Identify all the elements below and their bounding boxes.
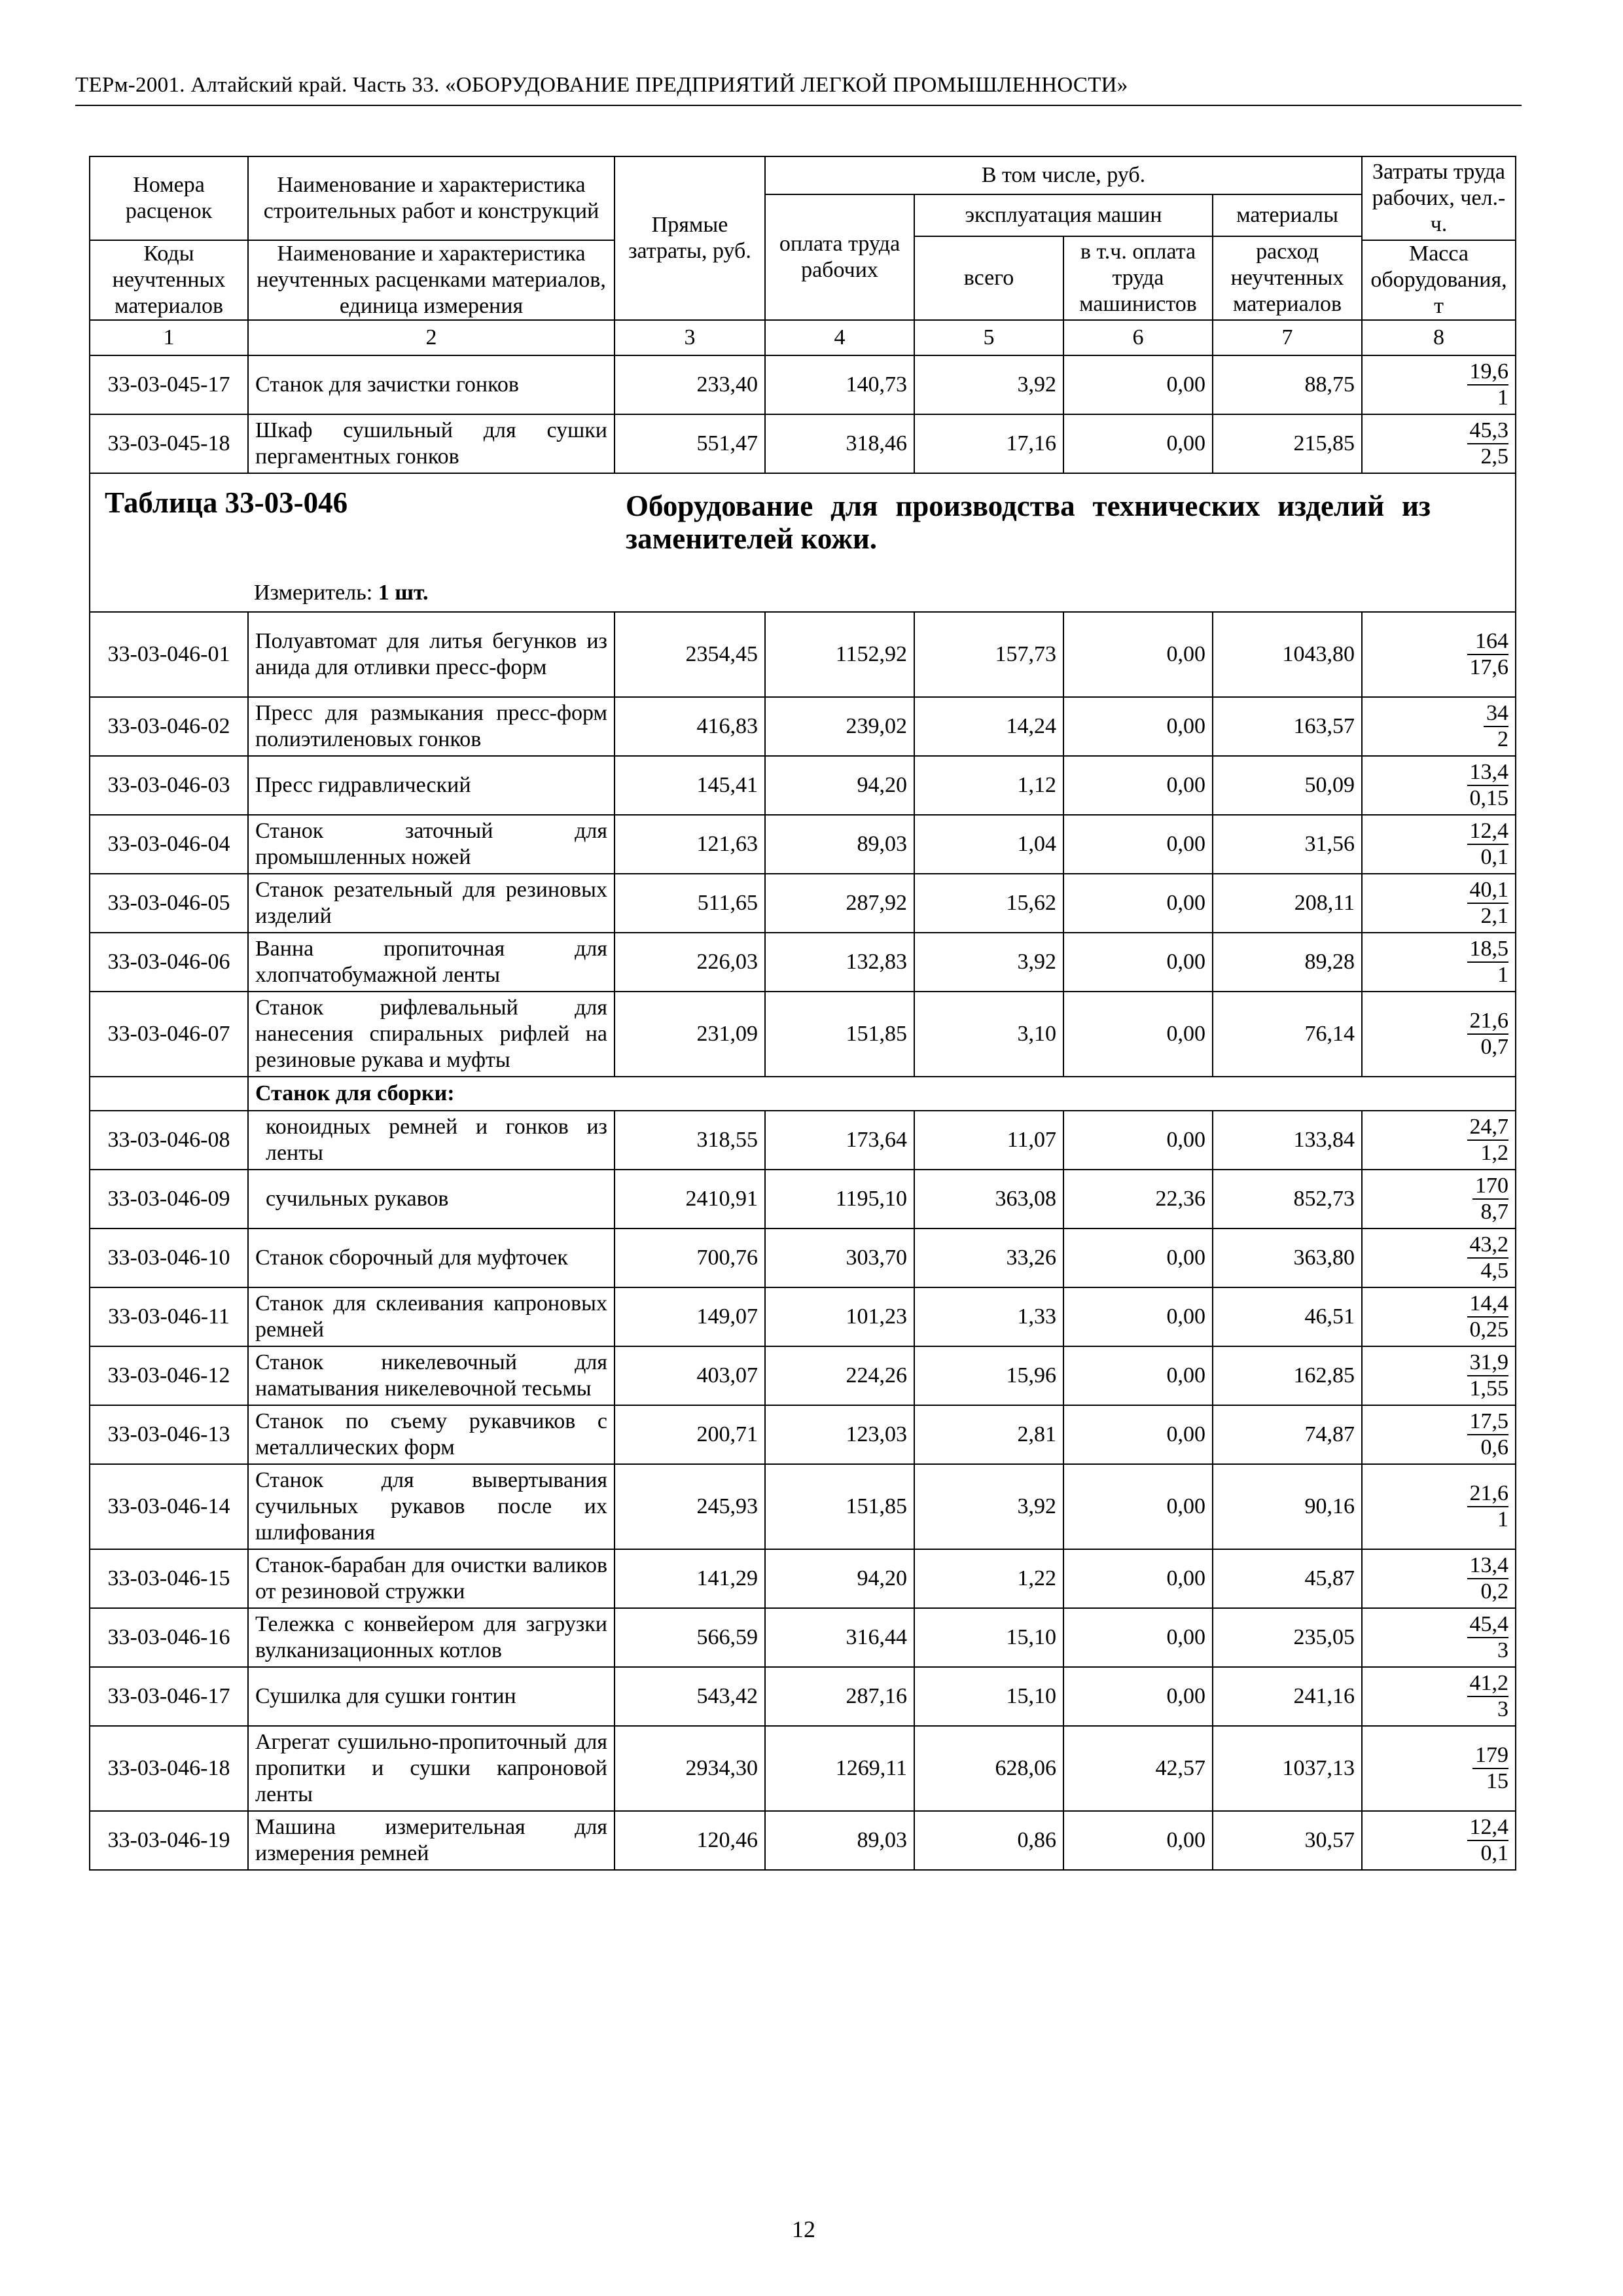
machine-costs: 11,07 — [914, 1111, 1063, 1170]
labor-costs: 173,64 — [765, 1111, 914, 1170]
work-name: Тележка с конвейером для загрузки вулканизационных котлов — [248, 1608, 615, 1667]
material-costs: 46,51 — [1213, 1287, 1362, 1346]
labor-mass-fraction — [1467, 878, 1509, 929]
col-number: 5 — [914, 320, 1063, 355]
work-name: Станок заточный для промышленных ножей — [248, 815, 615, 874]
labor-mass-fraction — [1467, 819, 1509, 870]
rate-code: 33-03-046-12 — [90, 1346, 248, 1405]
machine-costs: 0,86 — [914, 1811, 1063, 1870]
table-label: Таблица 33-03-046 — [105, 486, 348, 519]
machine-costs: 157,73 — [914, 612, 1063, 697]
machine-costs: 1,04 — [914, 815, 1063, 874]
head-col1-top: Номера расценок — [90, 156, 248, 240]
labor-costs: 303,70 — [765, 1229, 914, 1287]
head-labor: оплата труда рабочих — [765, 194, 914, 320]
direct-costs: 121,63 — [615, 815, 765, 874]
direct-costs: 231,09 — [615, 992, 765, 1077]
rate-code: 33-03-046-07 — [90, 992, 248, 1077]
material-costs: 241,16 — [1213, 1667, 1362, 1726]
equipment-mass: 0,25 — [1469, 1317, 1508, 1342]
rate-code: 33-03-046-19 — [90, 1811, 248, 1870]
subheading-code-cell — [90, 1077, 248, 1111]
table-row — [90, 815, 1516, 874]
labor-costs: 89,03 — [765, 1811, 914, 1870]
labor-hours: 13,4 — [1467, 1553, 1509, 1579]
machine-costs: 15,96 — [914, 1346, 1063, 1405]
labor-costs: 132,83 — [765, 933, 914, 992]
rate-code: 33-03-046-17 — [90, 1667, 248, 1726]
work-name: сучильных рукавов — [248, 1170, 615, 1229]
table-row — [90, 933, 1516, 992]
labor-hours: 21,6 — [1467, 1481, 1509, 1507]
equipment-mass: 0,2 — [1480, 1579, 1508, 1604]
machine-costs: 1,12 — [914, 756, 1063, 815]
labor-mass-cell — [1362, 1811, 1516, 1870]
direct-costs: 416,83 — [615, 697, 765, 756]
material-costs: 1043,80 — [1213, 612, 1362, 697]
labor-hours: 41,2 — [1467, 1671, 1509, 1697]
labor-mass-fraction — [1467, 1232, 1509, 1283]
work-name: Ванна пропиточная для хлопчатобумажной ленты — [248, 933, 615, 992]
machine-costs: 1,33 — [914, 1287, 1063, 1346]
labor-mass-cell — [1362, 1726, 1516, 1811]
head-machines: эксплуатация машин — [914, 194, 1213, 236]
table-row — [90, 1346, 1516, 1405]
subheading-row — [90, 1077, 1516, 1111]
direct-costs: 566,59 — [615, 1608, 765, 1667]
labor-mass-cell — [1362, 1608, 1516, 1667]
material-costs: 852,73 — [1213, 1170, 1362, 1229]
labor-costs: 151,85 — [765, 992, 914, 1077]
machinist-costs: 0,00 — [1063, 874, 1213, 933]
labor-costs: 239,02 — [765, 697, 914, 756]
labor-mass-cell — [1362, 414, 1516, 473]
table-row — [90, 414, 1516, 473]
labor-hours: 24,7 — [1467, 1115, 1509, 1141]
equipment-mass: 1 — [1497, 385, 1508, 410]
labor-costs: 287,16 — [765, 1667, 914, 1726]
machinist-costs: 0,00 — [1063, 1287, 1213, 1346]
material-costs: 90,16 — [1213, 1464, 1362, 1549]
machine-costs: 15,10 — [914, 1608, 1063, 1667]
labor-hours: 179 — [1472, 1743, 1508, 1769]
labor-mass-cell — [1362, 874, 1516, 933]
labor-mass-cell — [1362, 1170, 1516, 1229]
machine-costs: 15,10 — [914, 1667, 1063, 1726]
rate-code: 33-03-046-14 — [90, 1464, 248, 1549]
labor-mass-fraction — [1467, 1815, 1509, 1866]
labor-mass-fraction — [1467, 1291, 1509, 1342]
labor-mass-fraction — [1467, 1350, 1509, 1401]
machinist-costs: 42,57 — [1063, 1726, 1213, 1811]
table-caption: Оборудование для производства технических изделий из заменителей кожи. — [626, 490, 1431, 555]
head-col2-bottom: Наименование и характеристика неучтенных расценками материалов, единица измерения — [248, 240, 615, 320]
rate-code: 33-03-046-16 — [90, 1608, 248, 1667]
work-name: Станок никелевочный для наматывания никелевочной тесьмы — [248, 1346, 615, 1405]
head-direct: Прямые затраты, руб. — [615, 156, 765, 320]
col-number: 2 — [248, 320, 615, 355]
material-costs: 1037,13 — [1213, 1726, 1362, 1811]
machinist-costs: 0,00 — [1063, 1667, 1213, 1726]
machinist-costs: 0,00 — [1063, 1464, 1213, 1549]
rate-code: 33-03-046-09 — [90, 1170, 248, 1229]
rate-code: 33-03-046-18 — [90, 1726, 248, 1811]
table-row — [90, 1608, 1516, 1667]
machine-costs: 363,08 — [914, 1170, 1063, 1229]
labor-hours: 31,9 — [1467, 1350, 1509, 1376]
col-number: 7 — [1213, 320, 1362, 355]
work-name: Станок сборочный для муфточек — [248, 1229, 615, 1287]
work-name: Пресс гидравлический — [248, 756, 615, 815]
work-name: Сушилка для сушки гонтин — [248, 1667, 615, 1726]
machinist-costs: 0,00 — [1063, 414, 1213, 473]
machine-costs: 1,22 — [914, 1549, 1063, 1608]
machine-costs: 3,10 — [914, 992, 1063, 1077]
machine-costs: 3,92 — [914, 1464, 1063, 1549]
labor-mass-cell — [1362, 697, 1516, 756]
direct-costs: 233,40 — [615, 355, 765, 414]
head-machinists: в т.ч. оплата труда машинистов — [1063, 236, 1213, 320]
head-machines-total: всего — [914, 236, 1063, 320]
work-name: Машина измерительная для измерения ремней — [248, 1811, 615, 1870]
head-col2-top: Наименование и характеристика строительных работ и конструкций — [248, 156, 615, 240]
equipment-mass: 2 — [1497, 726, 1508, 751]
rate-code: 33-03-046-10 — [90, 1229, 248, 1287]
machinist-costs: 0,00 — [1063, 1405, 1213, 1464]
equipment-mass: 1 — [1497, 962, 1508, 987]
rate-code: 33-03-046-01 — [90, 612, 248, 697]
material-costs: 363,80 — [1213, 1229, 1362, 1287]
machinist-costs: 0,00 — [1063, 815, 1213, 874]
machinist-costs: 0,00 — [1063, 1229, 1213, 1287]
rates-table — [89, 156, 1516, 1871]
equipment-mass: 0,6 — [1480, 1435, 1508, 1460]
equipment-mass: 3 — [1497, 1638, 1508, 1662]
direct-costs: 200,71 — [615, 1405, 765, 1464]
direct-costs: 141,29 — [615, 1549, 765, 1608]
equipment-mass: 17,6 — [1469, 655, 1508, 679]
labor-mass-cell — [1362, 1287, 1516, 1346]
unit-value: 1 шт. — [378, 581, 429, 605]
work-name: Станок резательный для резиновых изделий — [248, 874, 615, 933]
labor-mass-fraction — [1484, 701, 1508, 752]
labor-mass-cell — [1362, 355, 1516, 414]
table-row — [90, 1287, 1516, 1346]
rate-code: 33-03-046-02 — [90, 697, 248, 756]
labor-hours: 19,6 — [1467, 359, 1509, 386]
labor-mass-fraction — [1467, 1671, 1509, 1722]
labor-costs: 123,03 — [765, 1405, 914, 1464]
machine-costs: 628,06 — [914, 1726, 1063, 1811]
work-name: Станок для вывертывания сучильных рукавов после их шлифования — [248, 1464, 615, 1549]
direct-costs: 700,76 — [615, 1229, 765, 1287]
labor-mass-fraction — [1467, 359, 1509, 410]
col-number: 8 — [1362, 320, 1516, 355]
labor-mass-fraction — [1467, 1481, 1509, 1532]
material-costs: 133,84 — [1213, 1111, 1362, 1170]
labor-hours: 17,5 — [1467, 1409, 1509, 1435]
labor-hours: 45,4 — [1467, 1612, 1509, 1638]
machine-costs: 33,26 — [914, 1229, 1063, 1287]
table-row — [90, 697, 1516, 756]
labor-hours: 45,3 — [1467, 418, 1509, 444]
labor-mass-cell — [1362, 1667, 1516, 1726]
direct-costs: 2354,45 — [615, 612, 765, 697]
machinist-costs: 0,00 — [1063, 992, 1213, 1077]
head-col1-bottom: Коды неучтенных материалов — [90, 240, 248, 320]
labor-mass-fraction — [1472, 1174, 1508, 1225]
work-name: Станок рифлевальный для нанесения спиральных рифлей на резиновые рукава и муфты — [248, 992, 615, 1077]
material-costs: 74,87 — [1213, 1405, 1362, 1464]
labor-mass-fraction — [1467, 760, 1509, 811]
labor-mass-fraction — [1467, 629, 1509, 680]
labor-mass-cell — [1362, 1549, 1516, 1608]
material-costs: 215,85 — [1213, 414, 1362, 473]
labor-costs: 140,73 — [765, 355, 914, 414]
labor-costs: 1195,10 — [765, 1170, 914, 1229]
table-row — [90, 1464, 1516, 1549]
equipment-mass: 15 — [1486, 1768, 1508, 1793]
rate-code: 33-03-046-03 — [90, 756, 248, 815]
labor-costs: 101,23 — [765, 1287, 914, 1346]
rate-code: 33-03-046-05 — [90, 874, 248, 933]
col-number: 1 — [90, 320, 248, 355]
labor-costs: 287,92 — [765, 874, 914, 933]
table-row — [90, 1405, 1516, 1464]
labor-hours: 13,4 — [1467, 760, 1509, 786]
labor-mass-fraction — [1467, 418, 1509, 469]
machinist-costs: 22,36 — [1063, 1170, 1213, 1229]
head-unaccounted: расход неучтенных материалов — [1213, 236, 1362, 320]
unit-label: Измеритель: — [254, 581, 373, 605]
equipment-mass: 4,5 — [1480, 1258, 1508, 1283]
labor-hours: 34 — [1484, 701, 1508, 727]
machinist-costs: 0,00 — [1063, 1111, 1213, 1170]
table-row — [90, 874, 1516, 933]
machinist-costs: 0,00 — [1063, 933, 1213, 992]
rate-code: 33-03-045-18 — [90, 414, 248, 473]
labor-mass-fraction — [1472, 1743, 1508, 1794]
material-costs: 89,28 — [1213, 933, 1362, 992]
machinist-costs: 0,00 — [1063, 1811, 1213, 1870]
machinist-costs: 0,00 — [1063, 756, 1213, 815]
material-costs: 208,11 — [1213, 874, 1362, 933]
equipment-mass: 0,1 — [1480, 1840, 1508, 1865]
table-row — [90, 756, 1516, 815]
machine-costs: 3,92 — [914, 933, 1063, 992]
head-materials: материалы — [1213, 194, 1362, 236]
table-row — [90, 1667, 1516, 1726]
machine-costs: 14,24 — [914, 697, 1063, 756]
work-name: коноидных ремней и гонков из ленты — [248, 1111, 615, 1170]
labor-mass-cell — [1362, 1346, 1516, 1405]
direct-costs: 511,65 — [615, 874, 765, 933]
page-header: ТЕРм-2001. Алтайский край. Часть 33. «ОБОРУДОВАНИЕ ПРЕДПРИЯТИЙ ЛЕГКОЙ ПРОМЫШЛЕННОСТИ» — [75, 73, 1128, 97]
work-name: Станок по съему рукавчиков с металлических форм — [248, 1405, 615, 1464]
machine-costs: 3,92 — [914, 355, 1063, 414]
material-costs: 50,09 — [1213, 756, 1362, 815]
machinist-costs: 0,00 — [1063, 1549, 1213, 1608]
unit-of-measure — [254, 580, 429, 606]
rate-code: 33-03-045-17 — [90, 355, 248, 414]
direct-costs: 2410,91 — [615, 1170, 765, 1229]
equipment-mass: 1,55 — [1469, 1376, 1508, 1401]
labor-mass-fraction — [1467, 1409, 1509, 1460]
labor-costs: 94,20 — [765, 756, 914, 815]
labor-costs: 318,46 — [765, 414, 914, 473]
work-name: Пресс для размыкания пресс-форм полиэтиленовых гонков — [248, 697, 615, 756]
equipment-mass: 0,7 — [1480, 1034, 1508, 1059]
table-row — [90, 1170, 1516, 1229]
equipment-mass: 1 — [1497, 1507, 1508, 1532]
work-name: Станок для склеивания капроновых ремней — [248, 1287, 615, 1346]
machine-costs: 15,62 — [914, 874, 1063, 933]
table-row — [90, 1811, 1516, 1870]
equipment-mass: 1,2 — [1480, 1140, 1508, 1165]
labor-mass-cell — [1362, 992, 1516, 1077]
rate-code: 33-03-046-04 — [90, 815, 248, 874]
col-number: 6 — [1063, 320, 1213, 355]
labor-mass-cell — [1362, 815, 1516, 874]
rate-code: 33-03-046-13 — [90, 1405, 248, 1464]
machinist-costs: 0,00 — [1063, 612, 1213, 697]
equipment-mass: 0,15 — [1469, 785, 1508, 810]
machinist-costs: 0,00 — [1063, 1346, 1213, 1405]
machinist-costs: 0,00 — [1063, 697, 1213, 756]
direct-costs: 145,41 — [615, 756, 765, 815]
labor-mass-fraction — [1467, 937, 1509, 988]
material-costs: 76,14 — [1213, 992, 1362, 1077]
equipment-mass: 2,5 — [1480, 444, 1508, 469]
direct-costs: 543,42 — [615, 1667, 765, 1726]
col-number: 3 — [615, 320, 765, 355]
rate-code: 33-03-046-11 — [90, 1287, 248, 1346]
head-group: В том числе, руб. — [765, 156, 1362, 194]
work-name: Станок для зачистки гонков — [248, 355, 615, 414]
equipment-mass: 0,1 — [1480, 844, 1508, 869]
direct-costs: 149,07 — [615, 1287, 765, 1346]
work-name: Станок-барабан для очистки валиков от резиновой стружки — [248, 1549, 615, 1608]
labor-mass-fraction — [1467, 1115, 1509, 1166]
equipment-mass: 8,7 — [1480, 1199, 1508, 1224]
material-costs: 163,57 — [1213, 697, 1362, 756]
labor-costs: 151,85 — [765, 1464, 914, 1549]
work-name: Агрегат сушильно-пропиточный для пропитки и сушки капроновой ленты — [248, 1726, 615, 1811]
table-row — [90, 1726, 1516, 1811]
labor-mass-cell — [1362, 933, 1516, 992]
equipment-mass: 2,1 — [1480, 903, 1508, 928]
table-row — [90, 992, 1516, 1077]
labor-mass-fraction — [1467, 1553, 1509, 1604]
header-rule — [75, 105, 1522, 106]
table-title-cell — [90, 473, 1516, 612]
rate-code: 33-03-046-15 — [90, 1549, 248, 1608]
labor-mass-fraction — [1467, 1009, 1509, 1060]
machinist-costs: 0,00 — [1063, 1608, 1213, 1667]
material-costs: 235,05 — [1213, 1608, 1362, 1667]
machine-costs: 17,16 — [914, 414, 1063, 473]
labor-costs: 1152,92 — [765, 612, 914, 697]
labor-hours: 40,1 — [1467, 878, 1509, 904]
labor-hours: 164 — [1467, 629, 1509, 655]
labor-hours: 18,5 — [1467, 937, 1509, 963]
labor-hours: 43,2 — [1467, 1232, 1509, 1259]
col-number: 4 — [765, 320, 914, 355]
direct-costs: 318,55 — [615, 1111, 765, 1170]
labor-mass-cell — [1362, 612, 1516, 697]
direct-costs: 2934,30 — [615, 1726, 765, 1811]
table-row — [90, 612, 1516, 697]
labor-costs: 316,44 — [765, 1608, 914, 1667]
head-col8-top: Затраты труда рабочих, чел.-ч. — [1362, 156, 1516, 240]
labor-mass-cell — [1362, 756, 1516, 815]
direct-costs: 403,07 — [615, 1346, 765, 1405]
material-costs: 162,85 — [1213, 1346, 1362, 1405]
labor-hours: 170 — [1472, 1174, 1508, 1200]
labor-mass-cell — [1362, 1229, 1516, 1287]
table-title-row — [90, 473, 1516, 612]
labor-mass-cell — [1362, 1464, 1516, 1549]
head-col8-bottom: Масса оборудования, т — [1362, 240, 1516, 320]
labor-mass-cell — [1362, 1405, 1516, 1464]
material-costs: 88,75 — [1213, 355, 1362, 414]
equipment-mass: 3 — [1497, 1696, 1508, 1721]
material-costs: 45,87 — [1213, 1549, 1362, 1608]
labor-mass-cell — [1362, 1111, 1516, 1170]
direct-costs: 245,93 — [615, 1464, 765, 1549]
machinist-costs: 0,00 — [1063, 355, 1213, 414]
rate-code: 33-03-046-06 — [90, 933, 248, 992]
work-name: Шкаф сушильный для сушки пергаментных гонков — [248, 414, 615, 473]
labor-costs: 224,26 — [765, 1346, 914, 1405]
machine-costs: 2,81 — [914, 1405, 1063, 1464]
direct-costs: 226,03 — [615, 933, 765, 992]
table-row — [90, 1229, 1516, 1287]
labor-hours: 12,4 — [1467, 819, 1509, 845]
material-costs: 31,56 — [1213, 815, 1362, 874]
labor-mass-fraction — [1467, 1612, 1509, 1663]
direct-costs: 120,46 — [615, 1811, 765, 1870]
direct-costs: 551,47 — [615, 414, 765, 473]
subheading: Станок для сборки: — [248, 1077, 1516, 1111]
labor-costs: 94,20 — [765, 1549, 914, 1608]
labor-costs: 89,03 — [765, 815, 914, 874]
table-row — [90, 1111, 1516, 1170]
labor-costs: 1269,11 — [765, 1726, 914, 1811]
rate-code: 33-03-046-08 — [90, 1111, 248, 1170]
table-row — [90, 1549, 1516, 1608]
labor-hours: 14,4 — [1467, 1291, 1509, 1318]
material-costs: 30,57 — [1213, 1811, 1362, 1870]
table-row — [90, 355, 1516, 414]
page-number: 12 — [792, 2216, 815, 2242]
labor-hours: 12,4 — [1467, 1815, 1509, 1841]
work-name: Полуавтомат для литья бегунков из анида для отливки пресс-форм — [248, 612, 615, 697]
labor-hours: 21,6 — [1467, 1009, 1509, 1035]
